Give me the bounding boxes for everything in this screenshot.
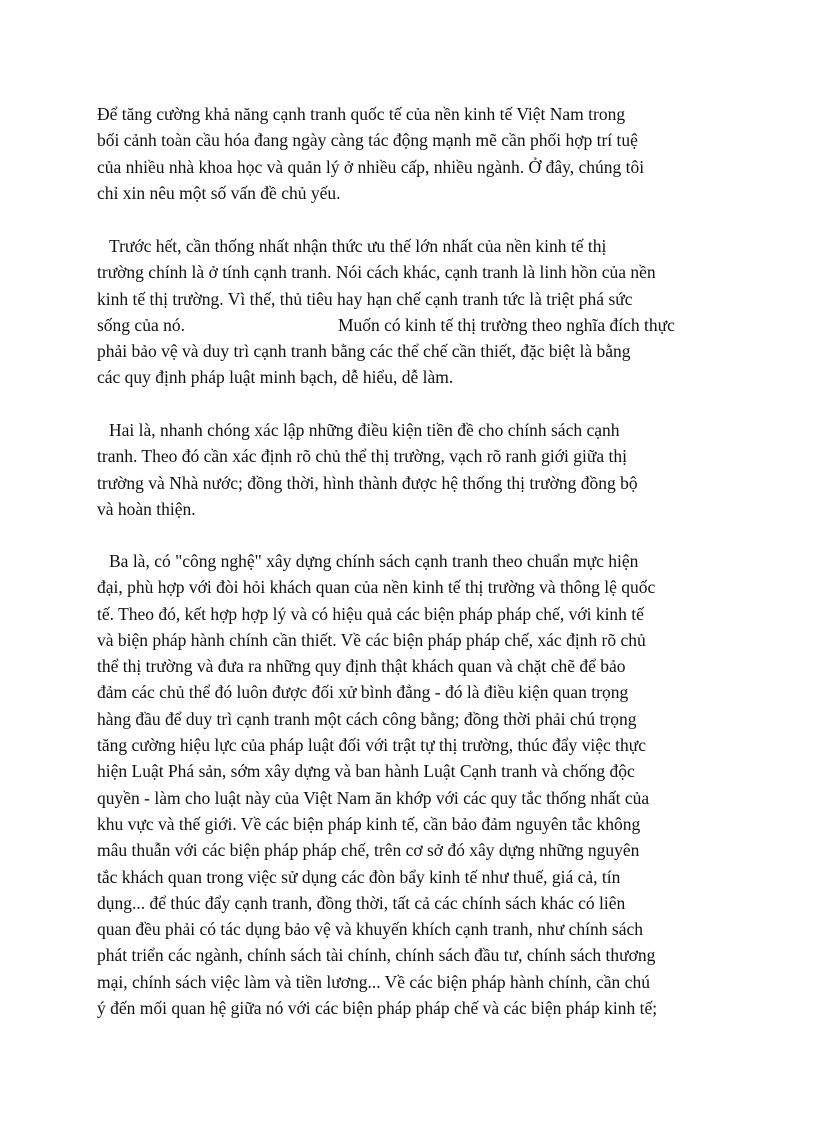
text-line: đảm các chủ thể đó luôn được đối xử bình đẳng - đó là điều kiện quan trọng xyxy=(97,682,629,703)
text-line: dụng... để thúc đẩy cạnh tranh, đồng thời, tất cả các chính sách khác có liên xyxy=(97,892,626,913)
text-line: bối cảnh toàn cầu hóa đang ngày càng tác động mạnh mẽ cần phối hợp trí tuệ xyxy=(97,130,638,151)
text-line: kinh tế thị trường. Vì thế, thủ tiêu hay hạn chế cạnh tranh tức là triệt phá sức xyxy=(97,288,633,309)
text-line: Hai là, nhanh chóng xác lập những điều kiện tiền đề cho chính sách cạnh xyxy=(109,420,620,440)
text-line: Trước hết, cần thống nhất nhận thức ưu thế lớn nhất của nền kinh tế thị xyxy=(109,236,607,256)
text-line: tắc khách quan trong việc sử dụng các đòn bẩy kinh tế như thuế, giá cả, tín xyxy=(97,866,621,887)
text-line: quyền - làm cho luật này của Việt Nam ăn khớp với các quy tắc thống nhất của xyxy=(97,787,650,808)
text-line: quan đều phải có tác dụng bảo vệ và khuyến khích cạnh tranh, như chính sách xyxy=(97,919,643,940)
paragraph-intro xyxy=(97,101,737,206)
text-line: mại, chính sách việc làm và tiền lương... Về các biện pháp hành chính, cần chú xyxy=(97,971,650,992)
text-line: thể thị trường và đưa ra những quy định thật khách quan và chặt chẽ để bảo xyxy=(97,656,626,677)
text-line: Để tăng cường khả năng cạnh tranh quốc tế của nền kinh tế Việt Nam trong xyxy=(97,104,626,124)
text-line: và hoàn thiện. xyxy=(97,498,196,519)
text-line: trường và Nhà nước; đồng thời, hình thành được hệ thống thị trường đồng bộ xyxy=(97,472,638,493)
text-line: khu vực và thế giới. Về các biện pháp kinh tế, cần bảo đảm nguyên tắc không xyxy=(97,813,641,834)
text-line: của nhiều nhà khoa học và quản lý ở nhiều cấp, nhiều ngành. Ở đây, chúng tôi xyxy=(97,156,645,177)
split-line-left: sống của nó. xyxy=(97,314,185,335)
text-line: đại, phù hợp với đòi hỏi khách quan của nền kinh tế thị trường và thông lệ quốc xyxy=(97,577,656,598)
text-line: tế. Theo đó, kết hợp hợp lý và có hiệu quả các biện pháp pháp chế, với kinh tế xyxy=(97,603,644,624)
text-line: tranh. Theo đó cần xác định rõ chủ thể thị trường, vạch rõ ranh giới giữa thị xyxy=(97,446,627,467)
text-line: các quy định pháp luật minh bạch, dễ hiểu, dễ làm. xyxy=(97,367,454,388)
text-line: hiện Luật Phá sản, sớm xây dựng và ban hành Luật Cạnh tranh và chống độc xyxy=(97,761,635,782)
split-line-right: Muốn có kinh tế thị trường theo nghĩa đích thực xyxy=(337,314,675,335)
split-text-line xyxy=(97,312,737,338)
text-line: tăng cường hiệu lực của pháp luật đối với trật tự thị trường, thúc đẩy việc thực xyxy=(97,735,647,756)
text-line: và biện pháp hành chính cần thiết. Về các biện pháp pháp chế, xác định rõ chủ xyxy=(97,629,646,650)
text-line: hàng đầu để duy trì cạnh tranh một cách công bằng; đồng thời phải chú trọng xyxy=(97,708,637,729)
text-line: phải bảo vệ và duy trì cạnh tranh bằng các thể chế cần thiết, đặc biệt là bằng xyxy=(97,341,631,362)
text-line: ý đến mối quan hệ giữa nó với các biện pháp pháp chế và các biện pháp kinh tế; xyxy=(97,998,658,1019)
text-line: phát triển các ngành, chính sách tài chính, chính sách đầu tư, chính sách thương xyxy=(97,945,656,966)
paragraph-first-point xyxy=(97,233,737,391)
paragraph-third-point xyxy=(97,548,737,1021)
text-line: chỉ xin nêu một số vấn đề chủ yếu. xyxy=(97,182,341,203)
text-line: mâu thuẫn với các biện pháp pháp chế, trên cơ sở đó xây dựng những nguyên xyxy=(97,840,640,861)
paragraph-second-point xyxy=(97,417,737,522)
text-line: trường chính là ở tính cạnh tranh. Nói cách khác, cạnh tranh là linh hồn của nền xyxy=(97,262,656,283)
text-line: Ba là, có "công nghệ" xây dựng chính sách cạnh tranh theo chuẩn mực hiện xyxy=(109,551,639,571)
